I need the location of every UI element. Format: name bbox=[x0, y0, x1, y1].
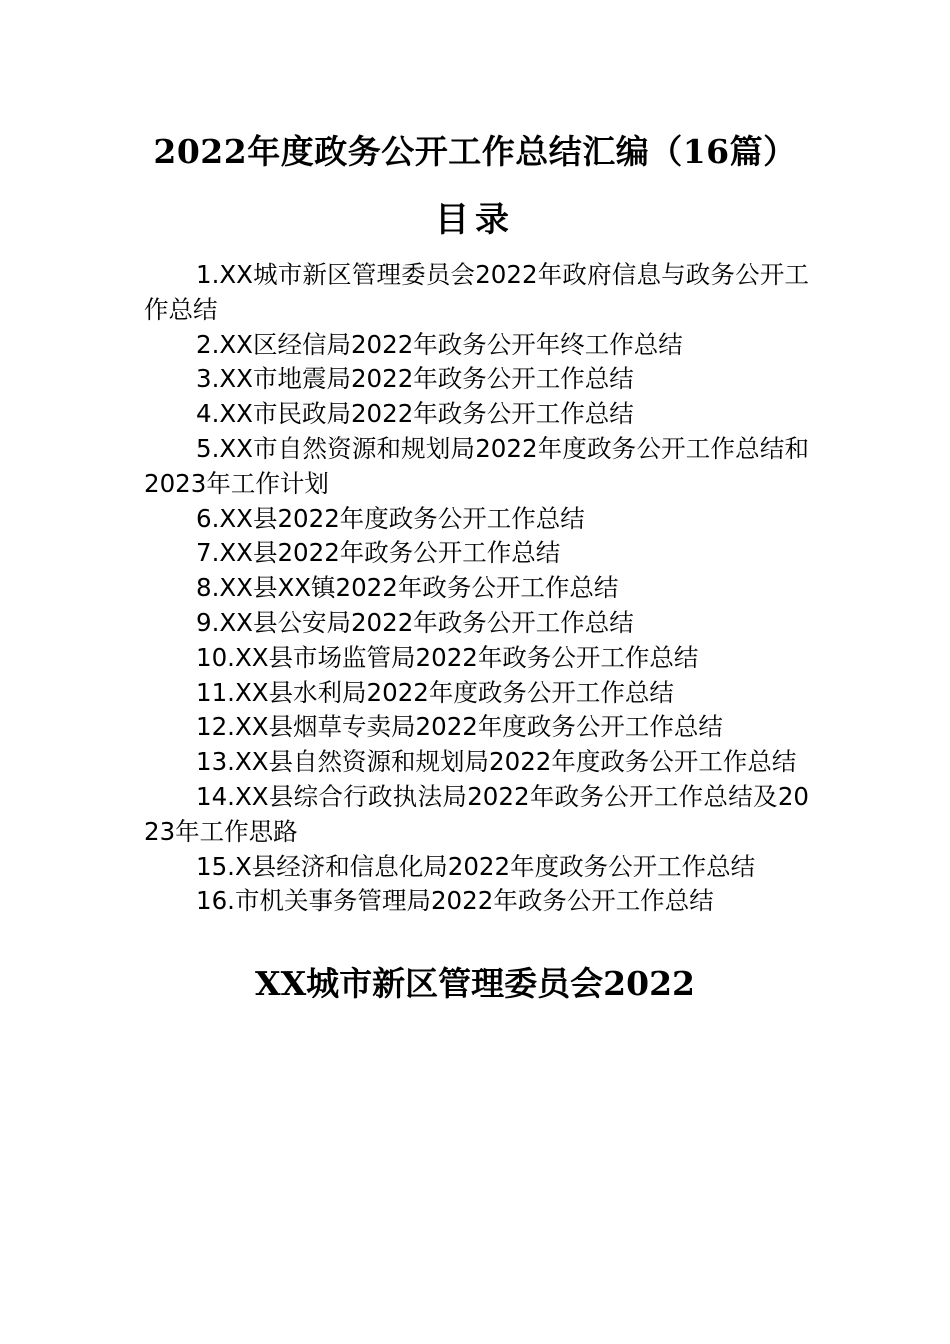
toc-item: 11.XX县水利局2022年度政务公开工作总结 bbox=[196, 677, 674, 707]
toc-item: 5.XX市自然资源和规划局2022年度政务公开工作总结和2023年工作计划 bbox=[144, 433, 809, 498]
toc-item: 12.XX县烟草专卖局2022年度政务公开工作总结 bbox=[196, 712, 723, 742]
section-heading: XX城市新区管理委员会2022 bbox=[254, 964, 696, 1003]
toc-item: 2.XX区经信局2022年政务公开年终工作总结 bbox=[196, 329, 683, 359]
toc-item: 6.XX县2022年度政务公开工作总结 bbox=[196, 503, 585, 533]
toc-item: 1.XX城市新区管理委员会2022年政府信息与政务公开工作总结 bbox=[144, 260, 809, 324]
toc-heading: 目录 bbox=[435, 200, 515, 240]
toc-item: 14.XX县综合行政执法局2022年政务公开工作总结及2023年工作思路 bbox=[144, 781, 809, 846]
toc-item: 16.市机关事务管理局2022年政务公开工作总结 bbox=[196, 886, 714, 916]
toc-item: 13.XX县自然资源和规划局2022年度政务公开工作总结 bbox=[196, 747, 797, 777]
toc-item: 4.XX市民政局2022年政务公开工作总结 bbox=[196, 399, 634, 429]
toc-item: 15.X县经济和信息化局2022年度政务公开工作总结 bbox=[196, 851, 756, 881]
toc-item: 10.XX县市场监管局2022年政务公开工作总结 bbox=[196, 642, 699, 672]
document-title: 2022年度政务公开工作总结汇编（16篇） bbox=[153, 132, 797, 171]
toc-item: 8.XX县XX镇2022年政务公开工作总结 bbox=[196, 573, 619, 603]
toc-item: 3.XX市地震局2022年政务公开工作总结 bbox=[196, 364, 634, 394]
toc-item: 9.XX县公安局2022年政务公开工作总结 bbox=[196, 607, 634, 637]
toc-item: 7.XX县2022年政务公开工作总结 bbox=[196, 538, 561, 568]
toc-list bbox=[144, 258, 809, 919]
